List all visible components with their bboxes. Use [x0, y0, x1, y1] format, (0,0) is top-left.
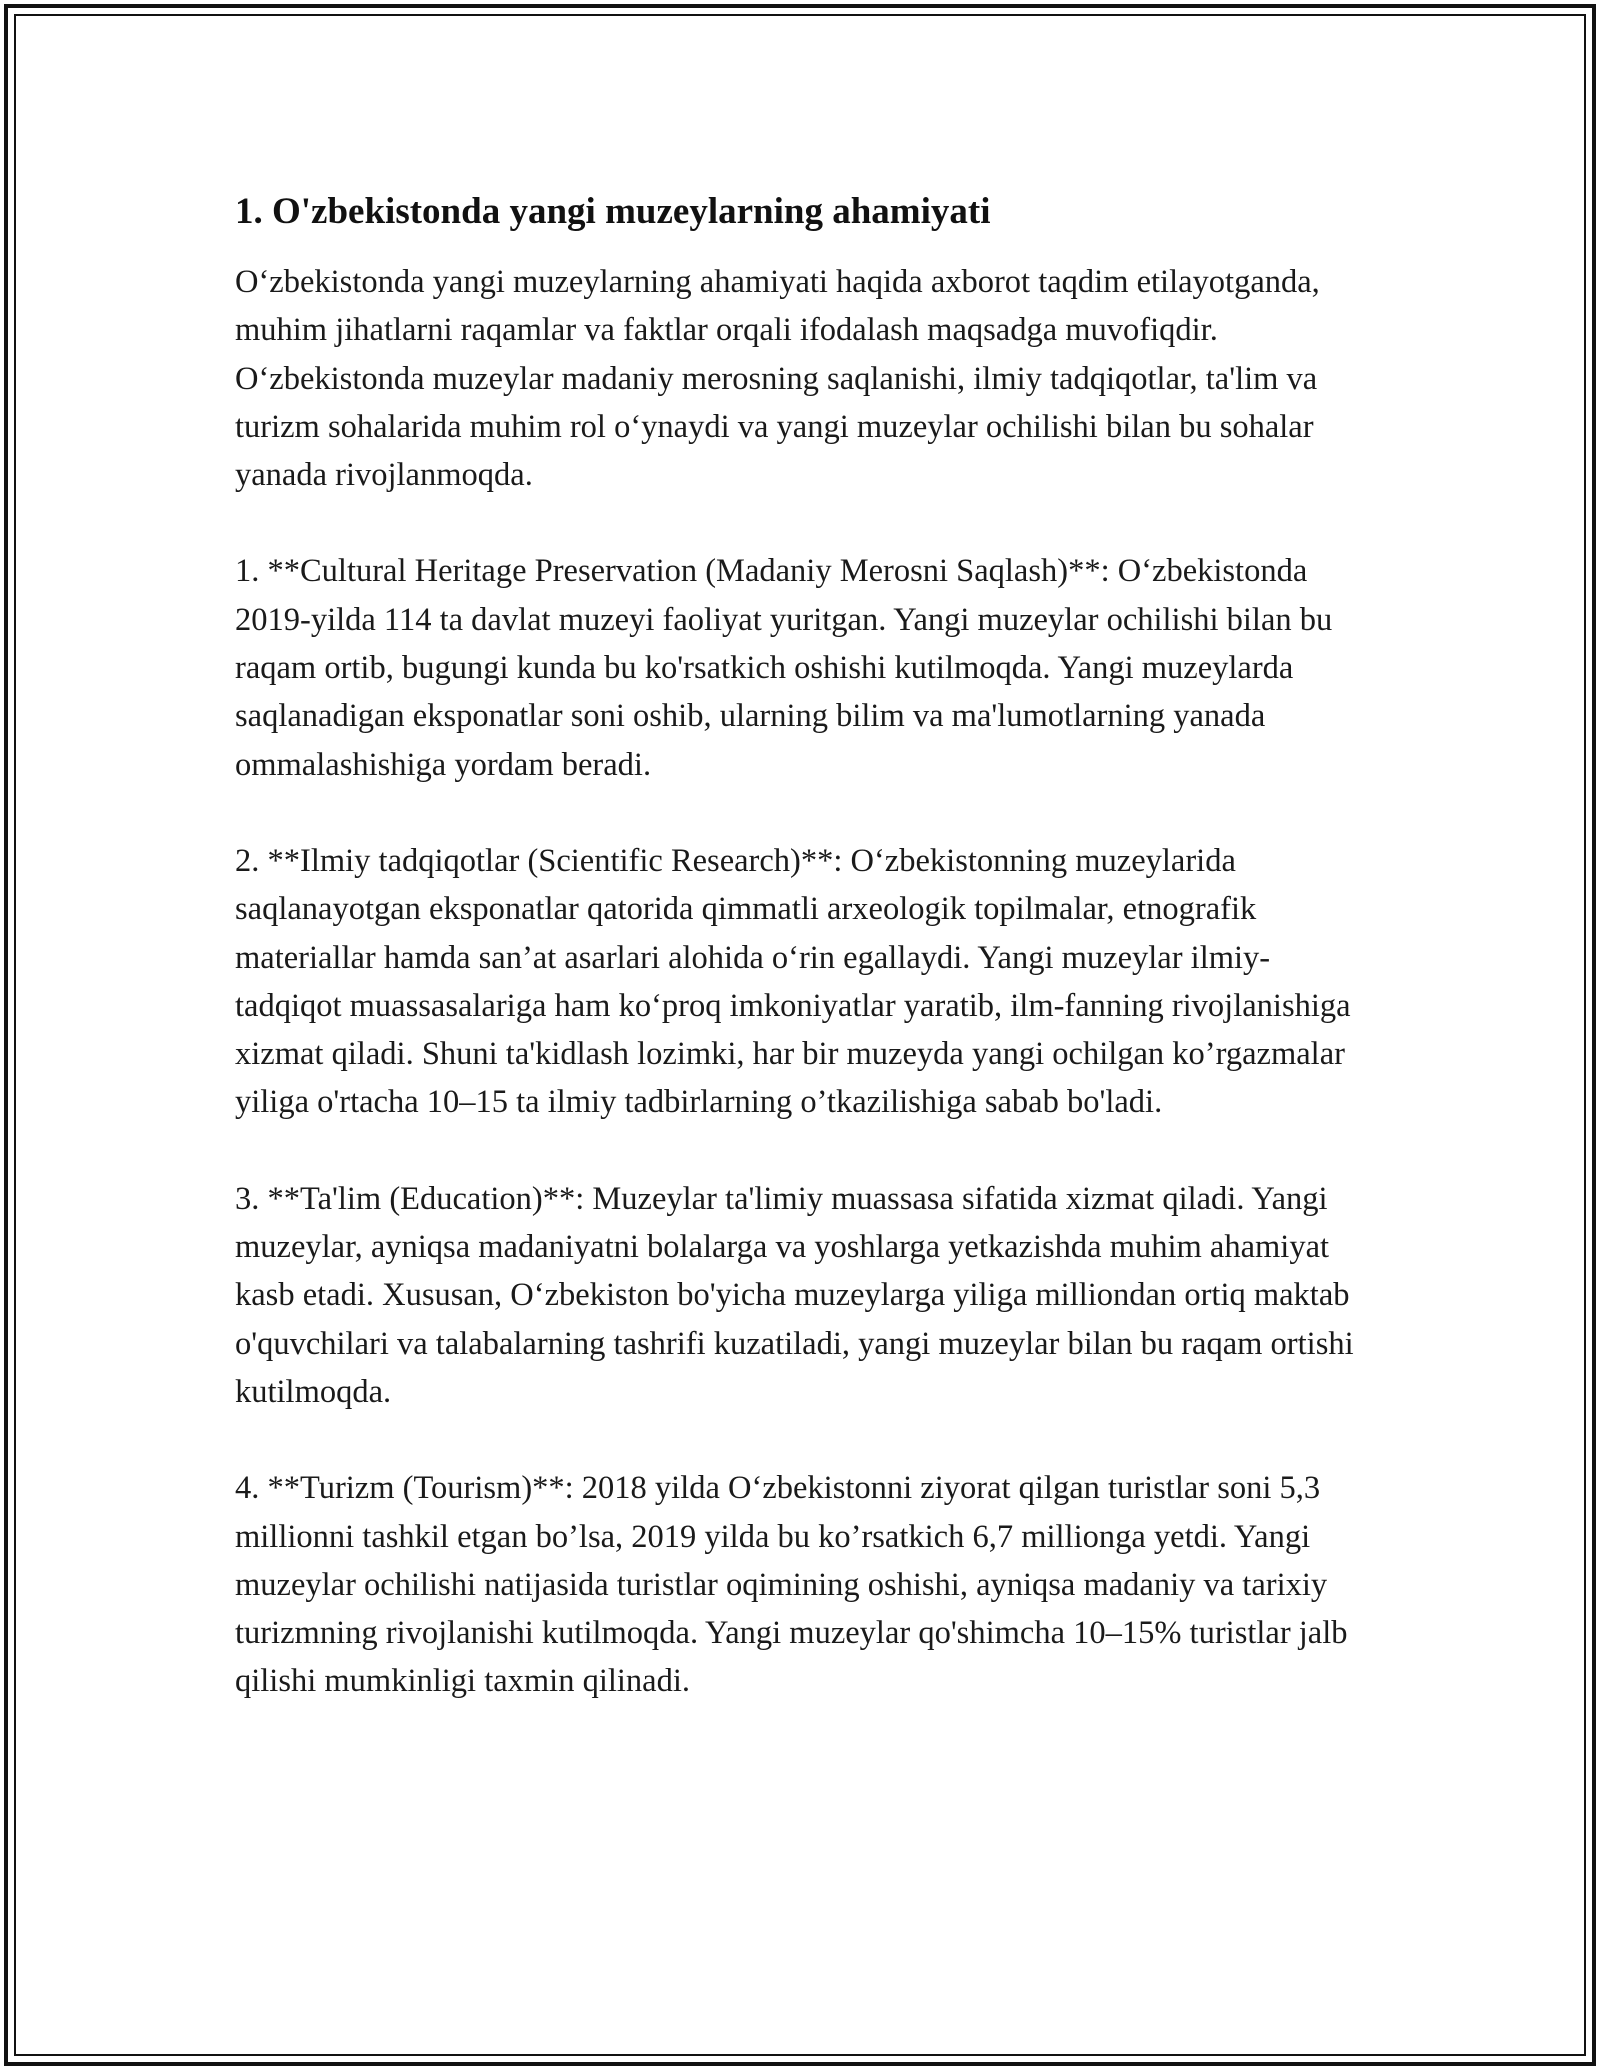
intro-paragraph: O‘zbekistonda yangi muzeylarning ahamiyati haqida axborot taqdim etilayotganda, muhim jihatlarni raqamlar va faktlar orqali ifodalash maqsadga muvofiqdir. O‘zbekistonda muzeylar madaniy merosning saqlanishi, ilmiy tadqiqotlar, ta'lim va turizm sohalarida muhim rol o‘ynaydi va yangi muzeylar ochilishi bilan bu sohalar yanada rivojlanmoqda. [235, 264, 1320, 494]
heritage-paragraph: 1. **Cultural Heritage Preservation (Madaniy Merosni Saqlash)**: O‘zbekistonda 2019-yilda 114 ta davlat muzeyi faoliyat yuritgan. Yangi muzeylar ochilishi bilan bu raqam ortib, bugungi kunda bu ko'rsatkich oshishi kutilmoqda. Yangi muzeylarda saqlanadigan eksponatlar soni oshib, ularning bilim va ma'lumotlarning yanada ommalashishiga yordam beradi. [235, 553, 1333, 783]
document-title: 1. O'zbekistonda yangi muzeylarning ahamiyati [235, 191, 991, 232]
research-paragraph: 2. **Ilmiy tadqiqotlar (Scientific Research)**: O‘zbekistonning muzeylarida saqlanayotgan eksponatlar qatorida qimmatli arxeologik topilmalar, etnografik materiallar hamda san’at asarlari alohida o‘rin egallaydi. Yangi muzeylar ilmiy-tadqiqot muassasalariga ham ko‘proq imkoniyatlar yaratib, ilm-fanning rivojlanishiga xizmat qiladi. Shuni ta'kidlash lozimki, har bir muzeyda yangi ochilgan ko’rgazmalar yiliga o'rtacha 10–15 ta ilmiy tadbirlarning o’tkazilishiga sabab bo'ladi. [235, 842, 1351, 1121]
tourism-paragraph: 4. **Turizm (Tourism)**: 2018 yilda O‘zbekistonni ziyorat qilgan turistlar soni 5,3 millionni tashkil etgan bo’lsa, 2019 yilda bu ko’rsatkich 6,7 millionga yetdi. Yangi muzeylar ochilishi natijasida turistlar oqimining oshishi, ayniqsa madaniy va tarixiy turizmning rivojlanishi kutilmoqda. Yangi muzeylar qo'shimcha 10–15% turistlar jalb qilishi mumkinligi taxmin qilinadi. [235, 1470, 1348, 1700]
education-paragraph: 3. **Ta'lim (Education)**: Muzeylar ta'limiy muassasa sifatida xizmat qiladi. Yangi muzeylar, ayniqsa madaniyatni bolalarga va yoshlarga yetkazishda muhim ahamiyat kasb etadi. Xususan, O‘zbekiston bo'yicha muzeylarga yiliga milliondan ortiq maktab o'quvchilari va talabalarning tashrifi kuzatiladi, yangi muzeylar bilan bu raqam ortishi kutilmoqda. [235, 1180, 1354, 1410]
document-body [235, 188, 1375, 1754]
